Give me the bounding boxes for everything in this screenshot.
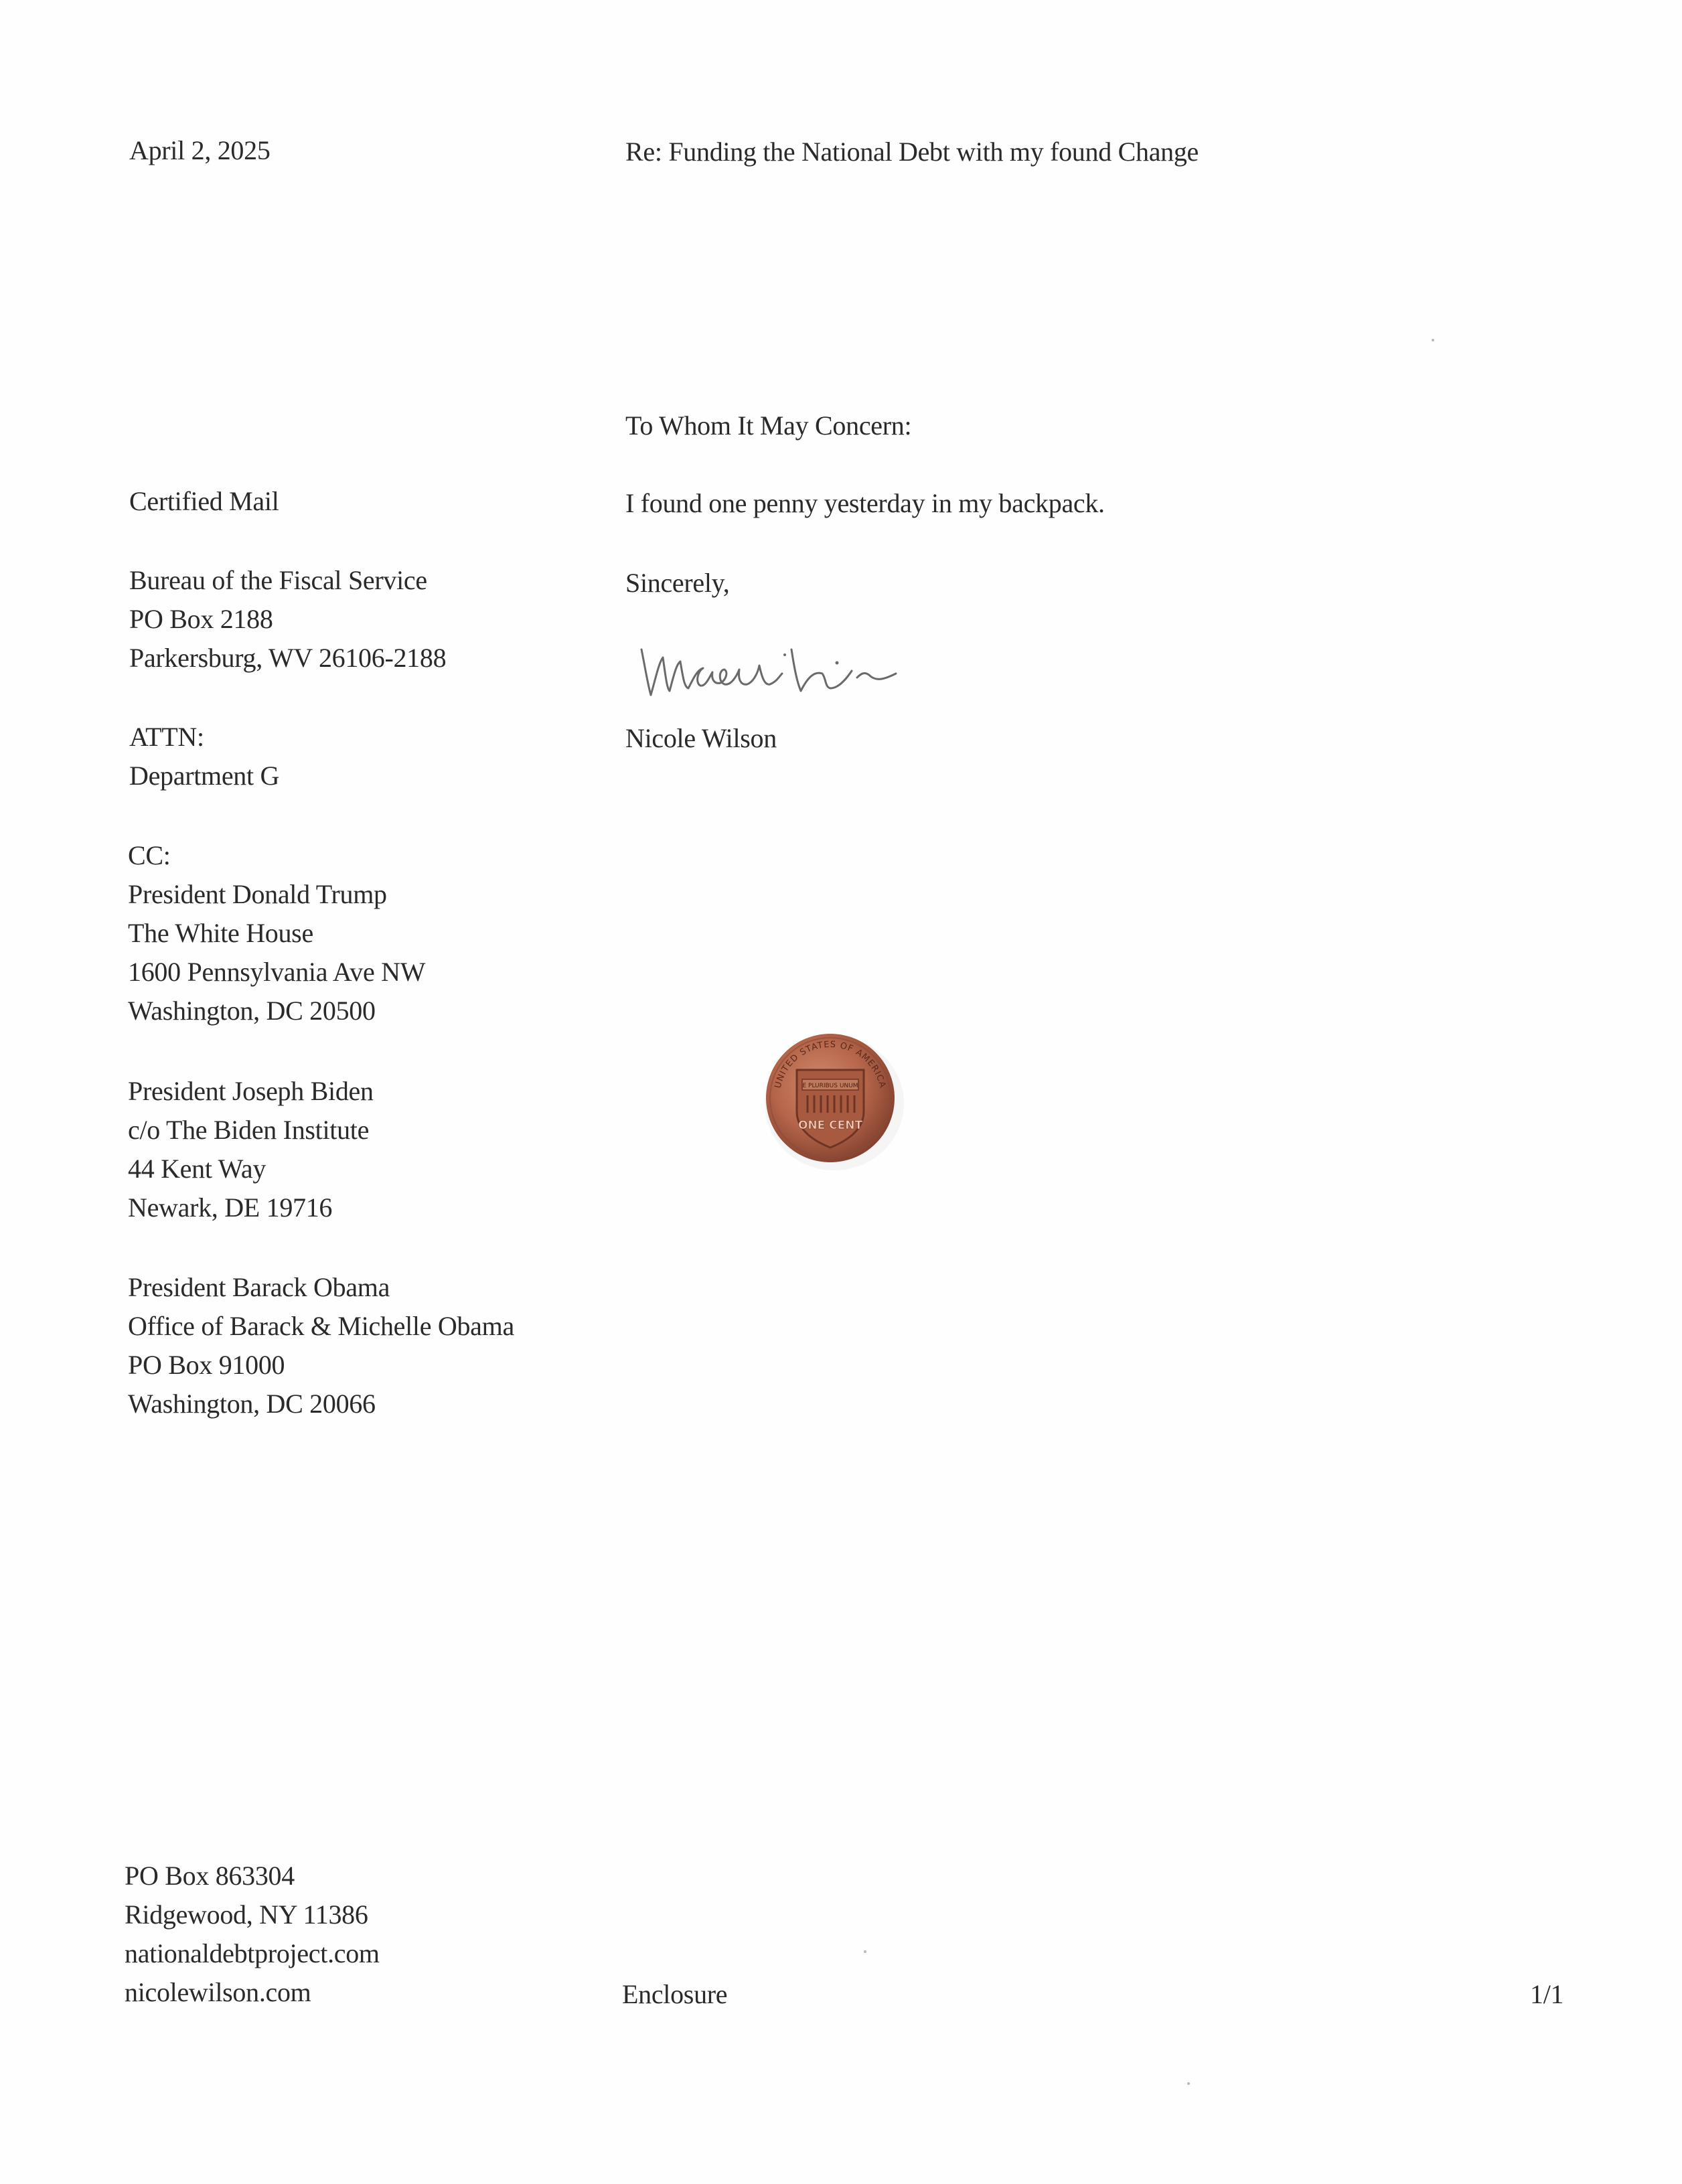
letter-date: April 2, 2025: [129, 135, 271, 165]
attention-block: [129, 718, 279, 795]
cc-recipient-1: [128, 836, 425, 1030]
cc-line: President Barack Obama: [128, 1272, 390, 1302]
page-number: 1/1: [1530, 1979, 1564, 2009]
scan-speck: [1432, 339, 1434, 341]
handwritten-signature: [636, 629, 924, 703]
recipient-line: Parkersburg, WV 26106-2188: [129, 643, 447, 673]
attn-department: Department G: [129, 761, 280, 791]
penny-denomination: ONE CENT: [797, 1119, 863, 1132]
scan-speck: [864, 1950, 866, 1953]
sender-line: PO Box 863304: [125, 1861, 295, 1891]
signer-name: Nicole Wilson: [625, 723, 777, 753]
attn-label: ATTN:: [129, 722, 204, 752]
cc-line: PO Box 91000: [128, 1350, 285, 1380]
cc-line: 44 Kent Way: [128, 1154, 266, 1184]
cc-line: Washington, DC 20066: [128, 1389, 376, 1419]
recipient-line: Bureau of the Fiscal Service: [129, 565, 427, 595]
sender-address: [125, 1857, 380, 2012]
enclosure-note: Enclosure: [622, 1979, 728, 2009]
cc-line: 1600 Pennsylvania Ave NW: [128, 957, 426, 987]
sender-website[interactable]: nationaldebtproject.com: [125, 1938, 380, 1968]
cc-label: CC:: [128, 840, 171, 870]
cc-line: Newark, DE 19716: [128, 1192, 333, 1223]
letter-subject: Re: Funding the National Debt with my found Change: [625, 137, 1199, 167]
sender-line: Ridgewood, NY 11386: [125, 1899, 368, 1930]
recipient-address: [129, 561, 446, 678]
letter-body: I found one penny yesterday in my backpack.: [625, 488, 1105, 518]
cc-line: President Donald Trump: [128, 879, 387, 909]
cc-line: Office of Barack & Michelle Obama: [128, 1311, 514, 1341]
cc-line: Washington, DC 20500: [128, 996, 376, 1026]
salutation: To Whom It May Concern:: [625, 410, 912, 441]
cc-line: c/o The Biden Institute: [128, 1115, 370, 1145]
sender-website[interactable]: nicolewilson.com: [125, 1977, 311, 2007]
mailing-method: Certified Mail: [129, 486, 279, 516]
penny-banner: E PLURIBUS UNUM: [802, 1083, 858, 1089]
cc-line: President Joseph Biden: [128, 1076, 374, 1106]
cc-recipient-2: [128, 1072, 374, 1227]
cc-recipient-3: [128, 1268, 514, 1423]
recipient-line: PO Box 2188: [129, 604, 273, 634]
closing: Sincerely,: [625, 568, 730, 598]
cc-line: The White House: [128, 918, 313, 948]
penny-coin-icon: [750, 1018, 911, 1178]
penny-inscription-top: UNITED STATES OF AMERICA: [773, 1039, 888, 1090]
scan-speck: [1187, 2082, 1190, 2085]
